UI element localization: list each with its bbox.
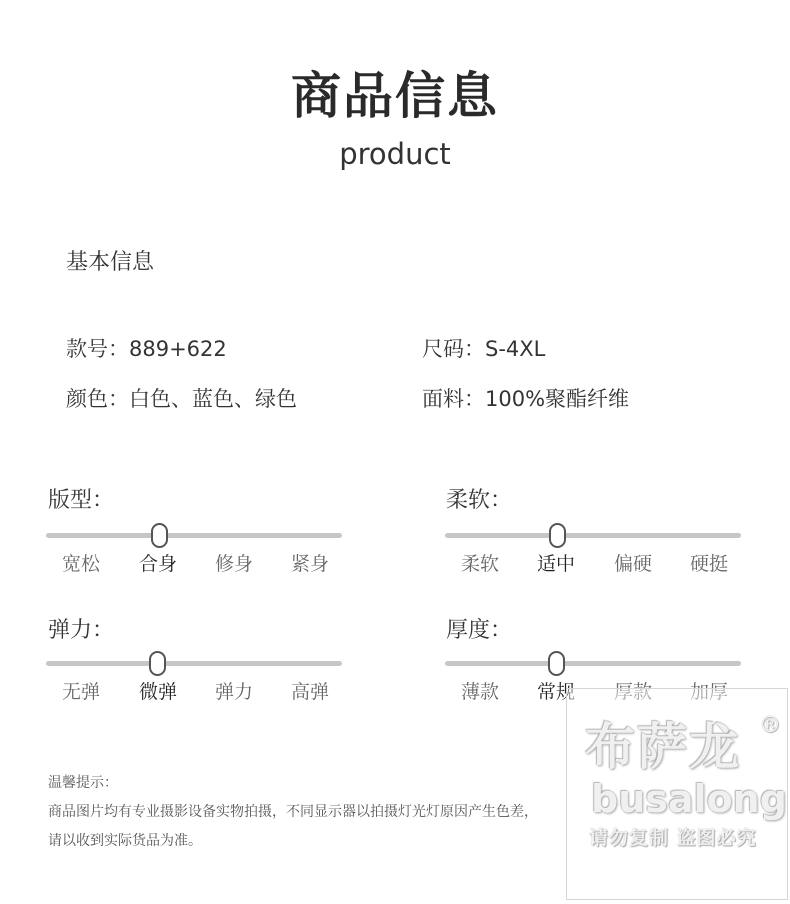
fit-option-regular: 合身 [138, 553, 177, 575]
softness-option-soft: 柔软 [460, 553, 499, 575]
style-number-label: 款号： [66, 337, 129, 361]
fabric-label: 面料： [422, 387, 485, 411]
fit-slider-track[interactable] [46, 533, 342, 538]
tips-title: 温馨提示： [48, 775, 118, 791]
size-field [422, 334, 545, 364]
thickness-slider-track[interactable] [445, 661, 741, 666]
softness-option-firm: 偏硬 [613, 553, 652, 575]
color-field [66, 384, 297, 414]
page-subtitle: product [339, 137, 451, 171]
basic-info-heading: 基本信息 [66, 250, 155, 275]
softness-option-medium: 适中 [536, 553, 575, 575]
softness-slider-title: 柔软： [446, 488, 513, 513]
fabric-value: 100%聚酯纤维 [485, 387, 630, 411]
elasticity-slider-track[interactable] [46, 661, 342, 666]
thickness-slider-knob[interactable] [548, 651, 565, 676]
softness-slider-track[interactable] [445, 533, 741, 538]
fit-option-tight: 紧身 [290, 553, 329, 575]
tips-line-2: 请以收到实际货品为准。 [48, 833, 202, 849]
style-number-field [66, 334, 227, 364]
fit-option-slim: 修身 [214, 553, 253, 575]
elasticity-slider-title: 弹力： [48, 618, 115, 643]
thickness-option-thick: 厚款 [613, 681, 652, 703]
tips-line-1: 商品图片均有专业摄影设备实物拍摄，不同显示器以拍摄灯光灯原因产生色差， [48, 804, 538, 820]
thickness-option-extra-thick: 加厚 [689, 681, 728, 703]
fabric-field [422, 384, 629, 414]
thickness-slider-title: 厚度： [446, 618, 513, 643]
color-label: 颜色： [66, 387, 129, 411]
elasticity-option-slight: 微弹 [138, 681, 177, 703]
softness-slider-knob[interactable] [549, 523, 566, 548]
size-label: 尺码： [422, 337, 485, 361]
elasticity-option-stretch: 弹力 [214, 681, 253, 703]
fit-slider-knob[interactable] [151, 523, 168, 548]
elasticity-slider-knob[interactable] [149, 651, 166, 676]
brand-watermark [566, 688, 788, 900]
color-value: 白色、蓝色、绿色 [129, 387, 297, 411]
softness-option-stiff: 硬挺 [689, 553, 728, 575]
thickness-option-regular: 常规 [536, 681, 575, 703]
fit-slider-title: 版型： [48, 488, 115, 513]
watermark-brand-cn: 布萨龙 [585, 718, 741, 776]
style-number-value: 889+622 [129, 337, 227, 361]
elasticity-option-high: 高弹 [290, 681, 329, 703]
registered-icon: ® [759, 713, 781, 738]
watermark-note: 请勿复制 盗图必究 [589, 827, 757, 849]
fit-option-loose: 宽松 [61, 553, 100, 575]
thickness-option-thin: 薄款 [460, 681, 499, 703]
elasticity-option-none: 无弹 [61, 681, 100, 703]
page-title: 商品信息 [291, 67, 499, 125]
watermark-brand-en: busalong [591, 777, 787, 821]
size-value: S-4XL [485, 337, 546, 361]
